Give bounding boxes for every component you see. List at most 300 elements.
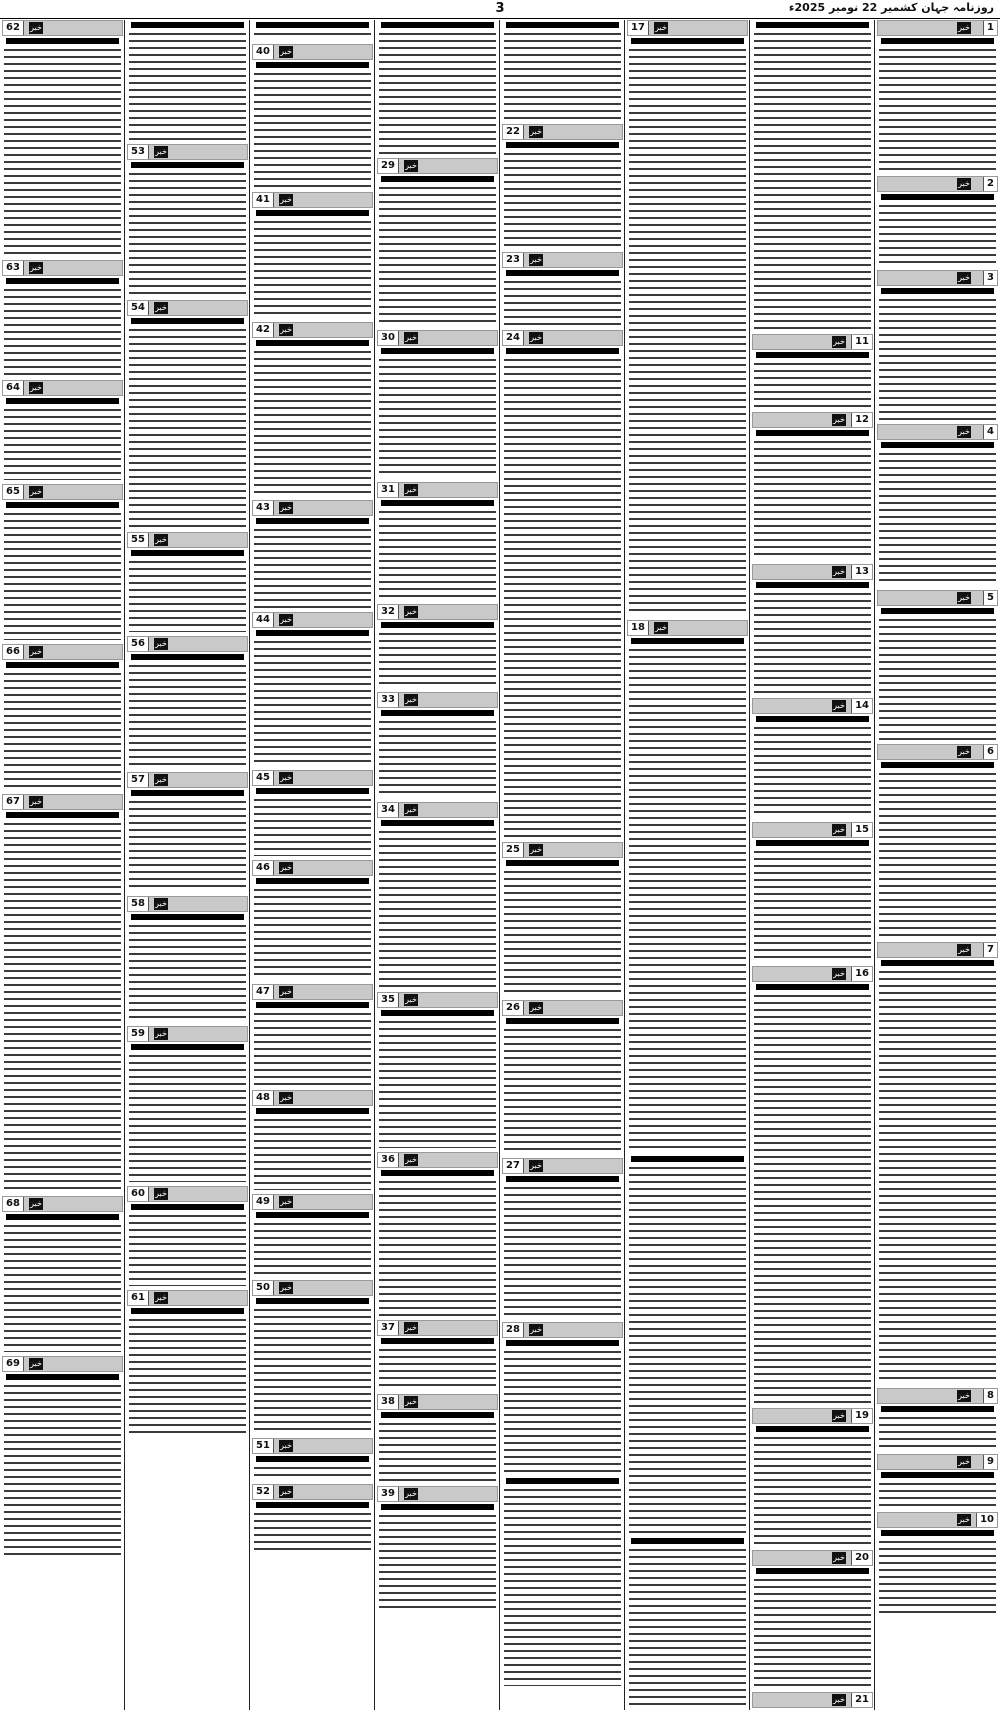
body-text-lines	[754, 438, 871, 560]
news-item	[752, 412, 873, 560]
item-number: 4	[983, 425, 997, 439]
news-item	[627, 1538, 748, 1710]
item-number: 52	[253, 1485, 274, 1499]
item-number: 31	[378, 483, 399, 497]
news-tag-icon: خبر	[958, 23, 970, 32]
headline-text	[381, 22, 494, 28]
body-text-lines	[879, 1480, 996, 1508]
item-number: 25	[503, 843, 524, 857]
item-number: 32	[378, 605, 399, 619]
item-number: 23	[503, 253, 524, 267]
body-text-lines	[504, 1026, 621, 1154]
body-text-lines	[879, 1538, 996, 1618]
news-tag-icon: خبر	[280, 773, 292, 782]
news-tag-icon: خبر	[155, 899, 167, 908]
body-text-lines	[504, 150, 621, 248]
body-text-lines	[254, 1464, 371, 1480]
news-tag-icon: خبر	[405, 1155, 417, 1164]
headline-text	[6, 398, 119, 404]
news-item	[127, 532, 248, 632]
news-item	[502, 124, 623, 248]
headline-text	[881, 960, 994, 966]
news-tag-icon: خبر	[405, 1489, 417, 1498]
item-number-bar	[752, 698, 873, 714]
body-text-lines	[629, 46, 746, 616]
item-number: 62	[3, 21, 24, 35]
item-number: 2	[983, 177, 997, 191]
item-number-bar	[252, 770, 373, 786]
item-number: 65	[3, 485, 24, 499]
headline-text	[131, 22, 244, 28]
news-tag-icon: خبر	[280, 1093, 292, 1102]
item-number: 59	[128, 1027, 149, 1041]
item-number: 58	[128, 897, 149, 911]
headline-text	[131, 1308, 244, 1314]
news-item	[877, 744, 998, 938]
body-text-lines	[254, 1510, 371, 1550]
headline-text	[631, 638, 744, 644]
headline-text	[381, 1010, 494, 1016]
news-item	[127, 144, 248, 296]
item-number-bar	[2, 644, 123, 660]
body-text-lines	[379, 184, 496, 326]
body-text-lines	[879, 616, 996, 740]
news-tag-icon: خبر	[958, 179, 970, 188]
headline-text	[256, 630, 369, 636]
column-divider	[374, 20, 375, 1710]
body-text-lines	[129, 922, 246, 1022]
news-item	[752, 1550, 873, 1688]
column-4	[502, 20, 623, 1710]
news-item	[2, 20, 123, 256]
headline-text	[256, 518, 369, 524]
news-tag-icon: خبر	[530, 333, 542, 342]
news-item	[252, 1280, 373, 1434]
headline-text	[881, 442, 994, 448]
headline-text	[881, 762, 994, 768]
item-number-bar	[252, 860, 373, 876]
item-number: 53	[128, 145, 149, 159]
item-number-bar	[252, 612, 373, 628]
item-number: 41	[253, 193, 274, 207]
body-text-lines	[504, 1348, 621, 1474]
item-number-bar	[377, 330, 498, 346]
news-tag-icon: خبر	[833, 415, 845, 424]
item-number-bar	[127, 1186, 248, 1202]
item-number-bar	[377, 692, 498, 708]
news-tag-icon: خبر	[280, 1441, 292, 1450]
news-item	[502, 1322, 623, 1474]
news-tag-icon: خبر	[155, 775, 167, 784]
headline-text	[256, 22, 369, 28]
news-item	[377, 1394, 498, 1482]
body-text-lines	[379, 1018, 496, 1148]
headline-text	[6, 812, 119, 818]
body-text-lines	[4, 670, 121, 790]
news-tag-icon: خبر	[155, 535, 167, 544]
news-item	[877, 1512, 998, 1618]
item-number: 21	[851, 1693, 872, 1707]
body-text-lines	[4, 286, 121, 376]
news-item	[2, 260, 123, 376]
column-2	[752, 20, 873, 1710]
news-item	[877, 942, 998, 1384]
news-item	[377, 1152, 498, 1316]
item-number: 12	[851, 413, 872, 427]
news-tag-icon: خبر	[30, 23, 42, 32]
news-tag-icon: خبر	[833, 701, 845, 710]
news-item	[127, 300, 248, 528]
item-number-bar	[627, 20, 748, 36]
item-number-bar	[752, 334, 873, 350]
item-number-bar	[877, 590, 998, 606]
headline-text	[756, 984, 869, 990]
item-number: 26	[503, 1001, 524, 1015]
news-tag-icon: خبر	[655, 623, 667, 632]
item-number: 20	[851, 1551, 872, 1565]
headline-text	[631, 1538, 744, 1544]
news-tag-icon: خبر	[958, 1391, 970, 1400]
body-text-lines	[129, 1052, 246, 1182]
news-item	[502, 22, 623, 120]
body-text-lines	[129, 170, 246, 296]
item-number-bar	[377, 992, 498, 1008]
item-number: 16	[851, 967, 872, 981]
item-number: 5	[983, 591, 997, 605]
news-tag-icon: خبر	[405, 161, 417, 170]
body-text-lines	[629, 646, 746, 1152]
item-number: 22	[503, 125, 524, 139]
item-number: 17	[628, 21, 649, 35]
news-tag-icon: خبر	[280, 1487, 292, 1496]
item-number-bar	[752, 1408, 873, 1424]
item-number-bar	[127, 300, 248, 316]
body-text-lines	[879, 296, 996, 420]
body-text-lines	[504, 356, 621, 838]
item-number: 6	[983, 745, 997, 759]
item-number: 29	[378, 159, 399, 173]
page-number: 3	[495, 1, 505, 16]
item-number-bar	[377, 802, 498, 818]
news-item	[877, 176, 998, 266]
item-number: 45	[253, 771, 274, 785]
news-tag-icon: خبر	[530, 1161, 542, 1170]
headline-text	[506, 1478, 619, 1484]
body-text-lines	[254, 1010, 371, 1086]
item-number-bar	[877, 1454, 998, 1470]
item-number-bar	[127, 636, 248, 652]
body-text-lines	[4, 510, 121, 640]
news-item	[127, 22, 248, 140]
body-text-lines	[379, 1420, 496, 1482]
news-tag-icon: خبر	[405, 995, 417, 1004]
news-item	[502, 1000, 623, 1154]
headline-text	[506, 142, 619, 148]
item-number-bar	[877, 744, 998, 760]
headline-text	[881, 194, 994, 200]
news-item	[2, 1196, 123, 1352]
item-number: 37	[378, 1321, 399, 1335]
news-item	[252, 22, 373, 40]
item-number: 46	[253, 861, 274, 875]
headline-text	[131, 318, 244, 324]
headline-text	[756, 840, 869, 846]
headline-text	[131, 162, 244, 168]
item-number: 7	[983, 943, 997, 957]
news-tag-icon: خبر	[30, 487, 42, 496]
item-number-bar	[127, 532, 248, 548]
item-number-bar	[752, 822, 873, 838]
body-text-lines	[129, 326, 246, 528]
headline-text	[256, 1212, 369, 1218]
news-item	[127, 1026, 248, 1182]
news-item	[252, 500, 373, 608]
news-tag-icon: خبر	[155, 303, 167, 312]
headline-text	[256, 1456, 369, 1462]
item-number: 28	[503, 1323, 524, 1337]
body-text-lines	[254, 1220, 371, 1276]
headline-text	[881, 38, 994, 44]
headline-text	[881, 288, 994, 294]
item-number-bar	[2, 1356, 123, 1372]
news-tag-icon: خبر	[833, 1411, 845, 1420]
item-number: 15	[851, 823, 872, 837]
news-item	[502, 1478, 623, 1686]
body-text-lines	[129, 1316, 246, 1434]
news-item	[252, 1090, 373, 1190]
news-tag-icon: خبر	[280, 615, 292, 624]
item-number: 43	[253, 501, 274, 515]
headline-text	[6, 662, 119, 668]
item-number-bar	[877, 176, 998, 192]
headline-text	[6, 38, 119, 44]
body-text-lines	[129, 30, 246, 140]
news-item	[127, 896, 248, 1022]
news-item	[752, 564, 873, 694]
news-item	[877, 590, 998, 740]
body-text-lines	[754, 724, 871, 818]
item-number: 27	[503, 1159, 524, 1173]
news-item	[127, 772, 248, 892]
news-tag-icon: خبر	[405, 805, 417, 814]
item-number-bar	[252, 500, 373, 516]
item-number: 47	[253, 985, 274, 999]
item-number-bar	[752, 564, 873, 580]
item-number-bar	[502, 1322, 623, 1338]
body-text-lines	[254, 526, 371, 608]
column-5	[377, 20, 498, 1710]
body-text-lines	[879, 450, 996, 586]
headline-text	[256, 1502, 369, 1508]
headline-text	[131, 1204, 244, 1210]
news-tag-icon: خبر	[530, 127, 542, 136]
news-tag-icon: خبر	[155, 147, 167, 156]
news-tag-icon: خبر	[30, 383, 42, 392]
headline-text	[6, 502, 119, 508]
headline-text	[381, 1170, 494, 1176]
item-number-bar	[877, 270, 998, 286]
headline-text	[881, 1472, 994, 1478]
body-text-lines	[754, 30, 871, 330]
body-text-lines	[129, 1212, 246, 1286]
news-item	[2, 794, 123, 1192]
news-item	[752, 698, 873, 818]
body-text-lines	[4, 46, 121, 256]
news-item	[252, 322, 373, 496]
news-tag-icon: خبر	[30, 1359, 42, 1368]
news-item	[502, 1158, 623, 1318]
body-text-lines	[4, 1382, 121, 1558]
body-text-lines	[254, 218, 371, 318]
headline-text	[6, 1374, 119, 1380]
news-item	[877, 424, 998, 586]
headline-text	[506, 1018, 619, 1024]
news-item	[252, 612, 373, 766]
item-number: 11	[851, 335, 872, 349]
body-text-lines	[754, 1576, 871, 1688]
news-item	[377, 1486, 498, 1612]
headline-text	[506, 348, 619, 354]
headline-text	[256, 1298, 369, 1304]
item-number-bar	[2, 794, 123, 810]
body-text-lines	[254, 1116, 371, 1190]
item-number: 49	[253, 1195, 274, 1209]
body-text-lines	[504, 868, 621, 996]
item-number-bar	[2, 380, 123, 396]
news-tag-icon: خبر	[280, 47, 292, 56]
item-number: 35	[378, 993, 399, 1007]
news-tag-icon: خبر	[405, 607, 417, 616]
news-tag-icon: خبر	[958, 273, 970, 282]
news-tag-icon: خبر	[405, 333, 417, 342]
news-item	[252, 770, 373, 856]
item-number: 18	[628, 621, 649, 635]
item-number: 24	[503, 331, 524, 345]
item-number-bar	[127, 772, 248, 788]
body-text-lines	[879, 1414, 996, 1450]
item-number: 9	[983, 1455, 997, 1469]
news-tag-icon: خبر	[958, 945, 970, 954]
body-text-lines	[504, 278, 621, 326]
column-3	[627, 20, 748, 1710]
news-tag-icon: خبر	[833, 1553, 845, 1562]
headline-text	[631, 1156, 744, 1162]
headline-text	[256, 62, 369, 68]
body-text-lines	[379, 1512, 496, 1612]
news-item	[877, 1388, 998, 1450]
item-number-bar	[377, 158, 498, 174]
item-number-bar	[877, 1512, 998, 1528]
headline-text	[756, 716, 869, 722]
headline-text	[6, 278, 119, 284]
item-number: 64	[3, 381, 24, 395]
news-tag-icon: خبر	[280, 987, 292, 996]
news-tag-icon: خبر	[833, 1695, 845, 1704]
item-number-bar	[252, 322, 373, 338]
item-number: 39	[378, 1487, 399, 1501]
item-number: 10	[976, 1513, 997, 1527]
news-item	[2, 644, 123, 790]
item-number-bar	[252, 1090, 373, 1106]
item-number-bar	[377, 1486, 498, 1502]
body-text-lines	[879, 202, 996, 266]
body-text-lines	[379, 356, 496, 478]
news-tag-icon: خبر	[280, 1197, 292, 1206]
item-number-bar	[127, 1290, 248, 1306]
headline-text	[506, 860, 619, 866]
news-item	[377, 692, 498, 798]
news-tag-icon: خبر	[30, 263, 42, 272]
news-item	[502, 842, 623, 996]
column-6	[252, 20, 373, 1710]
news-item	[627, 1156, 748, 1534]
news-item	[252, 44, 373, 188]
body-text-lines	[129, 662, 246, 768]
news-tag-icon: خبر	[155, 1029, 167, 1038]
headline-text	[381, 1504, 494, 1510]
item-number-bar	[377, 482, 498, 498]
column-divider	[624, 20, 625, 1710]
news-item	[127, 1186, 248, 1286]
headline-text	[881, 608, 994, 614]
headline-text	[381, 622, 494, 628]
news-tag-icon: خبر	[530, 1003, 542, 1012]
body-text-lines	[754, 848, 871, 962]
item-number-bar	[502, 124, 623, 140]
item-number: 51	[253, 1439, 274, 1453]
news-item	[377, 482, 498, 600]
item-number-bar	[127, 1026, 248, 1042]
body-text-lines	[504, 1184, 621, 1318]
item-number: 19	[851, 1409, 872, 1423]
headline-text	[256, 1002, 369, 1008]
item-number-bar	[502, 252, 623, 268]
body-text-lines	[629, 1164, 746, 1534]
news-tag-icon: خبر	[833, 567, 845, 576]
news-tag-icon: خبر	[833, 825, 845, 834]
item-number-bar	[502, 1158, 623, 1174]
news-item	[877, 1454, 998, 1508]
news-tag-icon: خبر	[655, 23, 667, 32]
news-tag-icon: خبر	[405, 1323, 417, 1332]
body-text-lines	[754, 360, 871, 408]
headline-text	[381, 348, 494, 354]
body-text-lines	[4, 820, 121, 1192]
item-number: 68	[3, 1197, 24, 1211]
news-tag-icon: خبر	[155, 1293, 167, 1302]
item-number: 69	[3, 1357, 24, 1371]
headline-text	[756, 430, 869, 436]
news-item	[877, 270, 998, 420]
headline-text	[131, 914, 244, 920]
item-number-bar	[752, 1692, 873, 1708]
item-number: 63	[3, 261, 24, 275]
column-divider	[124, 20, 125, 1710]
item-number: 38	[378, 1395, 399, 1409]
news-item	[377, 1320, 498, 1390]
item-number: 61	[128, 1291, 149, 1305]
headline-text	[131, 790, 244, 796]
item-number-bar	[2, 20, 123, 36]
news-tag-icon: خبر	[530, 845, 542, 854]
news-tag-icon: خبر	[30, 647, 42, 656]
item-number: 67	[3, 795, 24, 809]
news-tag-icon: خبر	[30, 797, 42, 806]
news-item	[377, 604, 498, 688]
masthead-date: روزنامہ جہان کشمیر 22 نومبر 2025ء	[788, 1, 994, 14]
item-number: 54	[128, 301, 149, 315]
column-divider	[499, 20, 500, 1710]
